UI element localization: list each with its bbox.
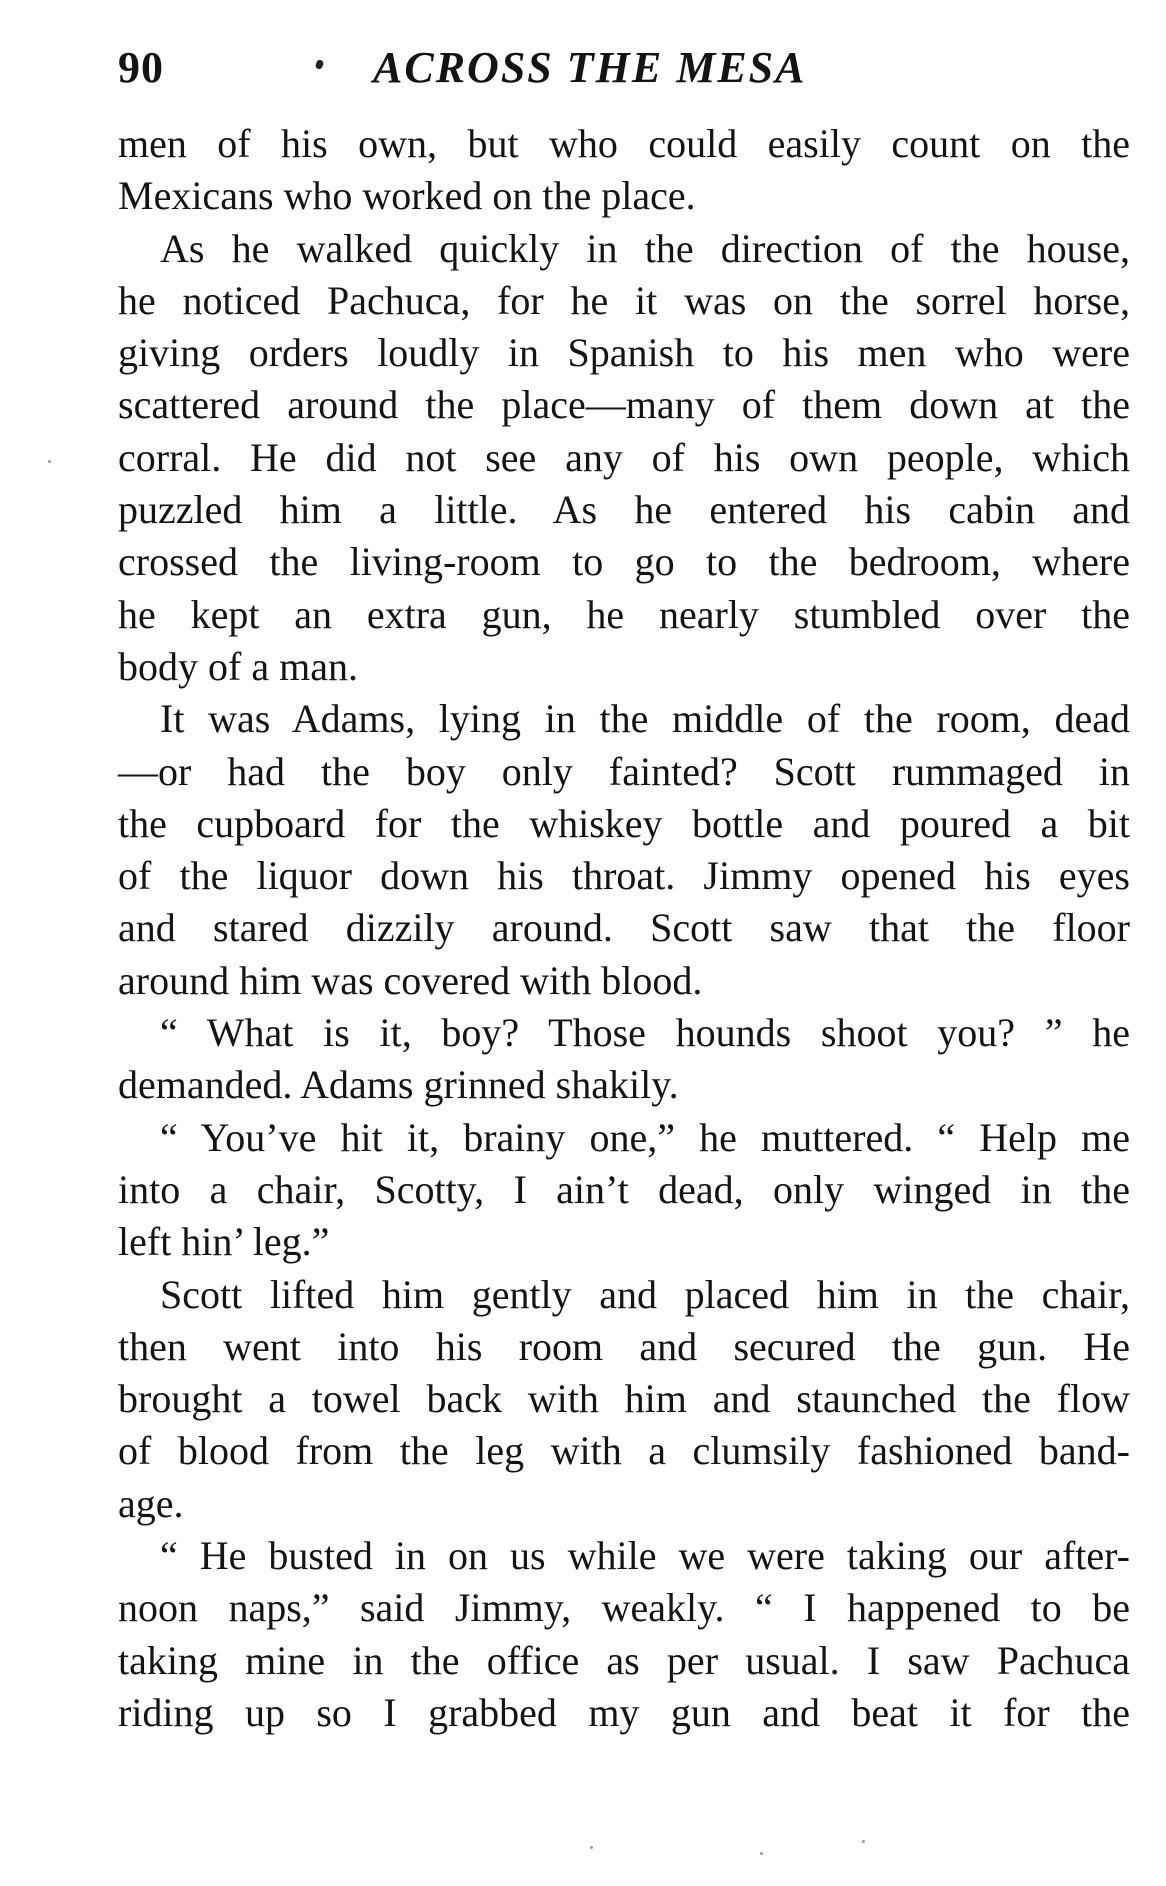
paper-speck — [862, 1840, 865, 1843]
text-line: and stared dizzily around. Scott saw that the floor — [118, 905, 1130, 951]
paper-speck — [48, 460, 51, 463]
text-line: giving orders loudly in Spanish to his men who were — [118, 330, 1130, 376]
text-line: demanded. Adams grinned shakily. — [118, 1062, 679, 1108]
printer-mark-icon — [315, 59, 325, 70]
text-line: crossed the living-room to go to the bedroom, where — [118, 539, 1130, 585]
text-line: It was Adams, lying in the middle of the room, dead — [160, 696, 1130, 742]
text-line: “ He busted in on us while we were taking our after- — [160, 1533, 1130, 1579]
text-line: scattered around the place—many of them down at the — [118, 382, 1130, 428]
text-line: around him was covered with blood. — [118, 957, 703, 1003]
text-line: men of his own, but who could easily count on the — [118, 121, 1130, 166]
text-line: he noticed Pachuca, for he it was on the sorrel horse, — [118, 277, 1130, 323]
paper-speck — [590, 1846, 593, 1849]
text-line: he kept an extra gun, he nearly stumbled over the — [118, 591, 1130, 637]
text-line: the cupboard for the whiskey bottle and poured a bit — [118, 800, 1130, 846]
text-line: taking mine in the office as per usual. I saw Pachuca — [118, 1637, 1130, 1683]
text-line: corral. He did not see any of his own people, which — [118, 434, 1130, 480]
page-number: 90 — [118, 43, 164, 92]
page-header — [118, 38, 1128, 98]
text-line: puzzled him a little. As he entered his cabin and — [118, 487, 1130, 533]
text-line: riding up so I grabbed my gun and beat it for the — [118, 1689, 1130, 1735]
text-line: into a chair, Scotty, I ain’t dead, only winged in the — [118, 1166, 1130, 1212]
text-line: As he walked quickly in the direction of the house, — [160, 225, 1130, 271]
running-title: ACROSS THE MESA — [373, 43, 807, 92]
text-line: noon naps,” said Jimmy, weakly. “ I happened to be — [118, 1585, 1130, 1631]
text-line: brought a towel back with him and staunched the flow — [118, 1376, 1130, 1422]
text-line: “ What is it, boy? Those hounds shoot you? ” he — [160, 1010, 1130, 1056]
text-line: then went into his room and secured the gun. He — [118, 1323, 1130, 1369]
text-line: body of a man. — [118, 643, 358, 689]
paper-speck — [760, 1852, 763, 1855]
text-line: of blood from the leg with a clumsily fashioned band- — [118, 1428, 1130, 1474]
body-text — [118, 118, 1130, 1739]
text-line: “ You’ve hit it, brainy one,” he muttered. “ Help me — [160, 1114, 1130, 1160]
text-line: Mexicans who worked on the place. — [118, 173, 696, 219]
text-line: age. — [118, 1480, 184, 1526]
text-line: —or had the boy only fainted? Scott rummaged in — [118, 748, 1130, 794]
text-line: of the liquor down his throat. Jimmy opened his eyes — [118, 853, 1130, 899]
text-line: Scott lifted him gently and placed him in the chair, — [160, 1271, 1130, 1317]
text-line: left hin’ leg.” — [118, 1219, 330, 1265]
